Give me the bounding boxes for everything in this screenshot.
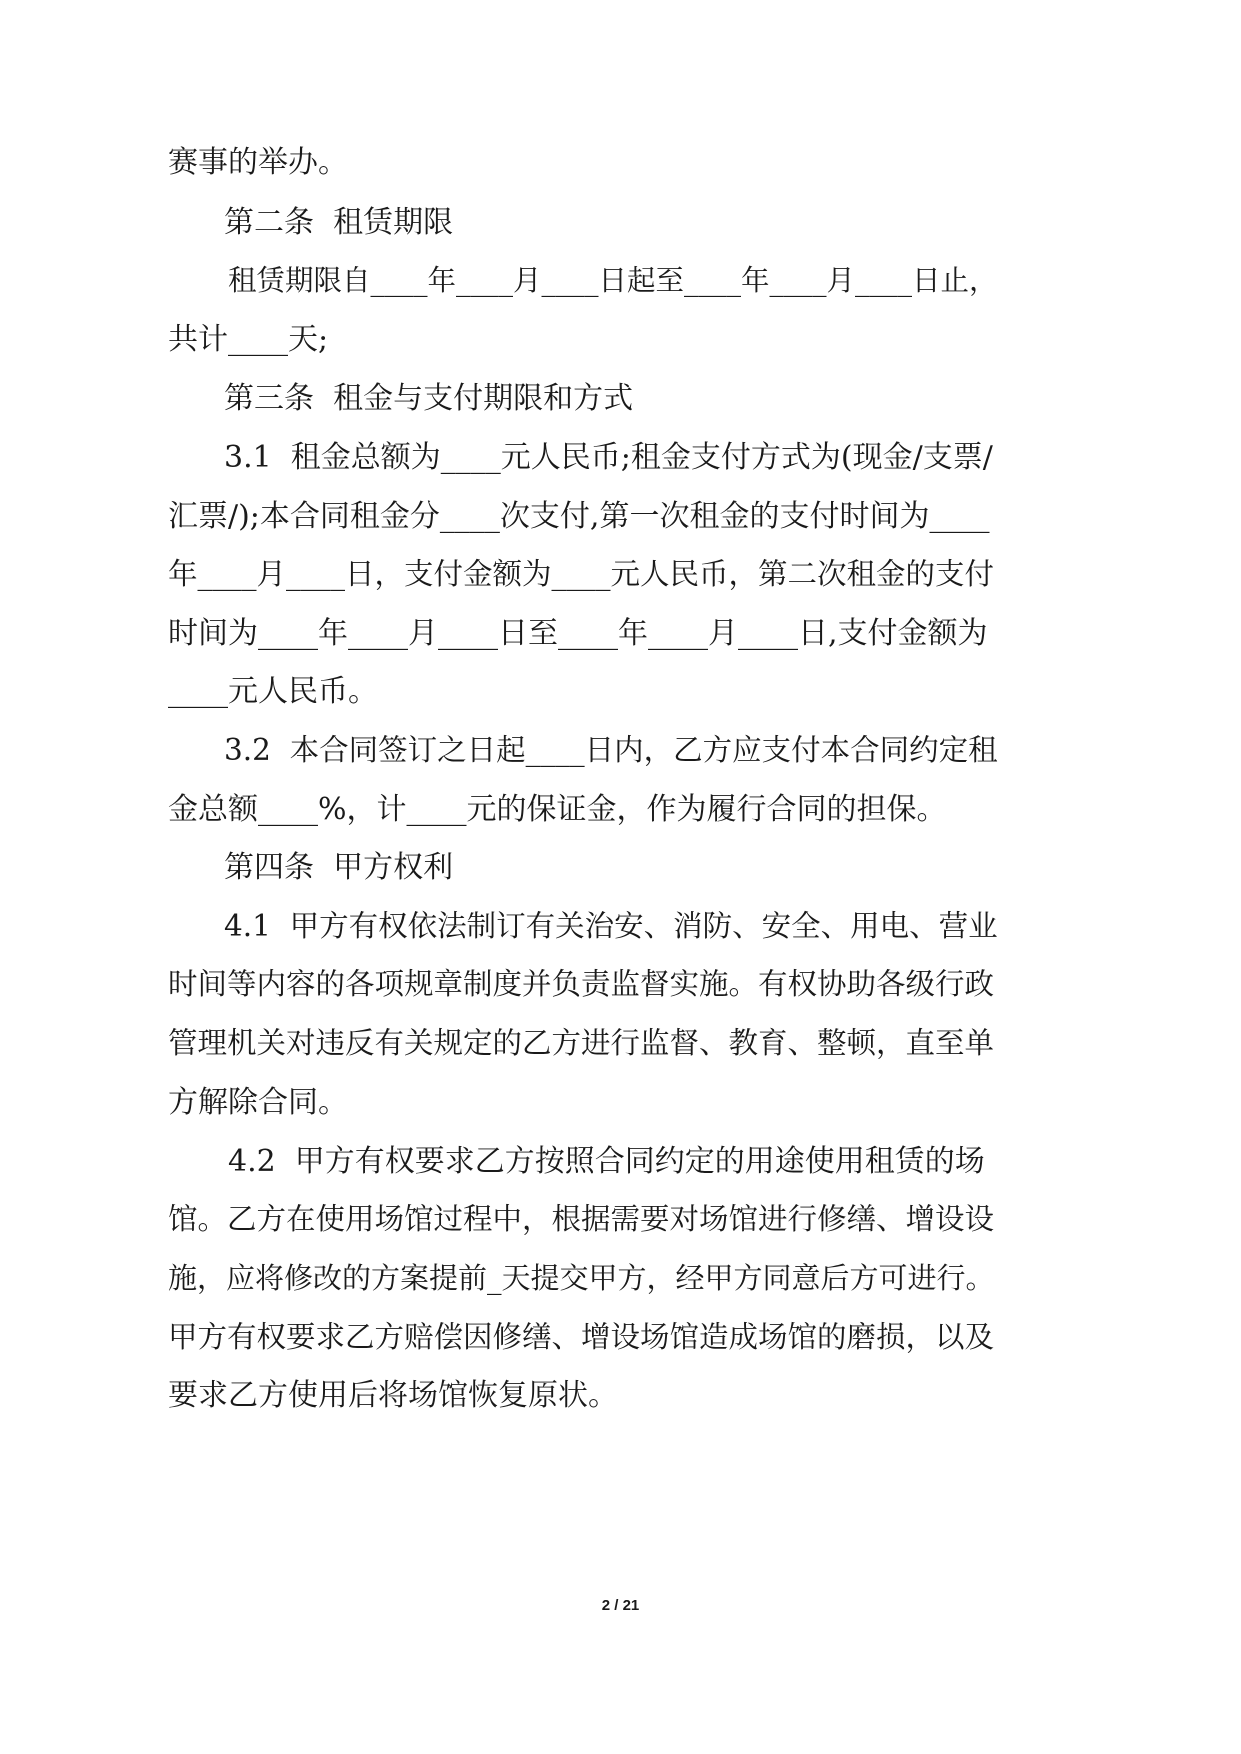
body-line: 馆。乙方在使用场馆过程中，根据需要对场馆进行修缮、增设设	[168, 1202, 995, 1236]
page-number: 2 / 21	[601, 1597, 640, 1614]
article-heading: 第四条 甲方权利	[224, 850, 454, 885]
clause-line: 4.2 甲方有权要求乙方按照合同约定的用途使用租赁的场	[228, 1144, 985, 1179]
body-line: 方解除合同。	[168, 1085, 348, 1120]
body-line: 赛事的举办。	[168, 145, 348, 180]
body-line: 时间等内容的各项规章制度并负责监督实施。有权协助各级行政	[168, 967, 995, 1001]
body-line: 管理机关对违反有关规定的乙方进行监督、教育、整顿，直至单	[168, 1026, 995, 1060]
body-line: 汇票/);本合同租金分____次支付,第一次租金的支付时间为____	[168, 499, 990, 534]
clause-line: 4.1 甲方有权依法制订有关治安、消防、安全、用电、营业	[224, 909, 998, 943]
body-line: 共计____天;	[168, 322, 329, 357]
body-line: 施，应将修改的方案提前_天提交甲方，经甲方同意后方可进行。	[168, 1261, 995, 1295]
body-line: 年____月____日，支付金额为____元人民币，第二次租金的支付	[168, 557, 995, 591]
body-line: 甲方有权要求乙方赔偿因修缮、增设场馆造成场馆的磨损，以及	[168, 1320, 995, 1354]
body-line: 要求乙方使用后将场馆恢复原状。	[168, 1378, 618, 1413]
article-heading: 第三条 租金与支付期限和方式	[224, 381, 634, 416]
body-line: 时间为____年____月____日至____年____月____日,支付金额为	[168, 616, 988, 651]
article-heading: 第二条 租赁期限	[224, 205, 454, 240]
body-line: 租赁期限自____年____月____日起至____年____月____日止，	[228, 264, 998, 297]
clause-line: 3.2 本合同签订之日起____日内，乙方应支付本合同约定租	[224, 733, 998, 767]
clause-line: 3.1 租金总额为____元人民币;租金支付方式为(现金/支票/	[224, 440, 993, 475]
body-line: 金总额____%，计____元的保证金，作为履行合同的担保。	[168, 792, 947, 827]
body-line: ____元人民币。	[168, 674, 378, 709]
